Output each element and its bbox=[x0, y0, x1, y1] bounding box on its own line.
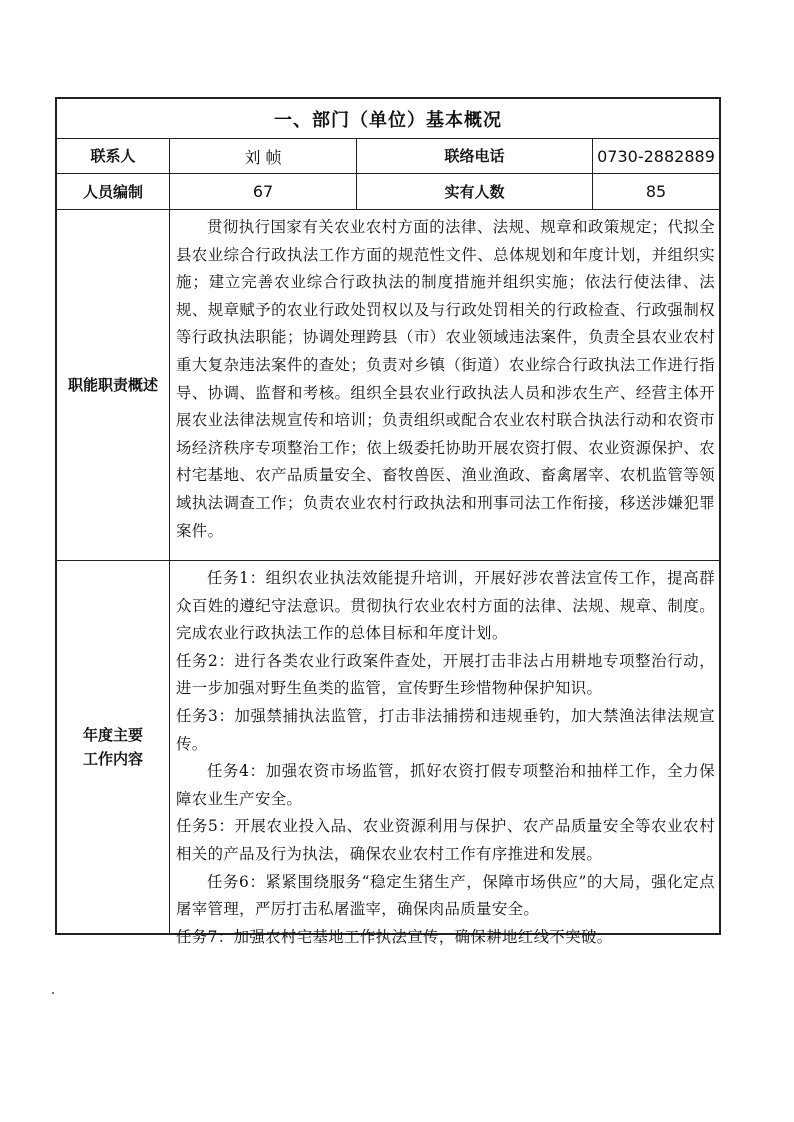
phone-value: 0730-2882889 bbox=[592, 139, 719, 173]
duties-text: 贯彻执行国家有关农业农村方面的法律、法规、规章和政策规定；代拟全县农业综合行政执法工作方面的规范性文件、总体规划和年度计划，并组织实施；建立完善农业综合行政执法的制度措施并组织实施；依法行使法律、法规、规章赋予的农业行政处罚权以及与行政处罚相关的行政检查、行政强制权等行政执法职能；协调处理跨县（市）农业领域违法案件，负责全县农业农村重大复杂违法案件的查处；负责对乡镇（街道）农业综合行政执法工作进行指导、协调、监督和考核。组织全县农业行政执法人员和涉农生产、经营主体开展农业法律法规宣传和培训；负责组织或配合农业农村联合执法行动和农资市场经济秩序专项整治工作；依上级委托协助开展农资打假、农业资源保护、农村宅基地、农产品质量安全、畜牧兽医、渔业渔政、畜禽屠宰、农机监管等领域执法调查工作；负责农业农村行政执法和刑事司法工作衔接，移送涉嫌犯罪案件。 bbox=[169, 210, 719, 560]
title-row bbox=[57, 99, 719, 139]
actual-label: 实有人数 bbox=[356, 174, 592, 209]
task-5: 任务5：开展农业投入品、农业资源利用与保护、农产品质量安全等农业农村相关的产品及行为执法，确保农业农村工作有序推进和发展。 bbox=[176, 817, 715, 863]
quota-label: 人员编制 bbox=[82, 182, 143, 201]
summary-table bbox=[55, 97, 721, 946]
phone-label: 联络电话 bbox=[356, 139, 592, 173]
task-1: 任务1：组织农业执法效能提升培训，开展好涉农普法宣传工作，提高群众百姓的遵纪守法意识。贯彻执行农业农村方面的法律、法规、规章、制度。完成农业行政执法工作的总体目标和年度计划。 bbox=[176, 569, 715, 643]
quota-value: 67 bbox=[169, 174, 356, 209]
task-4: 任务4：加强农资市场监管，抓好农资打假专项整治和抽样工作，全力保障农业生产安全。 bbox=[176, 762, 715, 808]
task-7: 任务7：加强农村宅基地工作执法宣传，确保耕地红线不突破。 bbox=[176, 927, 613, 946]
annual-work-label-line1: 年度主要 bbox=[82, 726, 143, 744]
contact-value: 刘 帧 bbox=[169, 139, 356, 173]
actual-value: 85 bbox=[592, 174, 719, 209]
duties-label: 职能职责概述 bbox=[67, 376, 158, 394]
staffing-row bbox=[57, 174, 719, 210]
task-6: 任务6：紧紧围绕服务“稳定生猪生产，保障市场供应”的大局，强化定点屠宰管理，严厉打击私屠滥宰，确保肉品质量安全。 bbox=[176, 872, 715, 919]
annual-work-row bbox=[57, 561, 719, 946]
annual-work-tasks bbox=[169, 561, 719, 946]
scan-speck bbox=[52, 992, 54, 994]
contact-label: 联系人 bbox=[90, 147, 136, 165]
task-2: 任务2：进行各类农业行政案件查处，开展打击非法占用耕地专项整治行动，进一步加强对野生鱼类的监管，宣传野生珍惜物种保护知识。 bbox=[176, 651, 715, 698]
duties-row bbox=[57, 210, 719, 561]
contact-row bbox=[57, 139, 719, 174]
task-3: 任务3：加强禁捕执法监管，打击非法捕捞和违规垂钓，加大禁渔法律法规宣传。 bbox=[176, 706, 715, 753]
section-title: 一、部门（单位）基本概况 bbox=[274, 109, 502, 131]
annual-work-label-line2: 工作内容 bbox=[82, 750, 143, 768]
annual-work-label bbox=[57, 561, 169, 933]
